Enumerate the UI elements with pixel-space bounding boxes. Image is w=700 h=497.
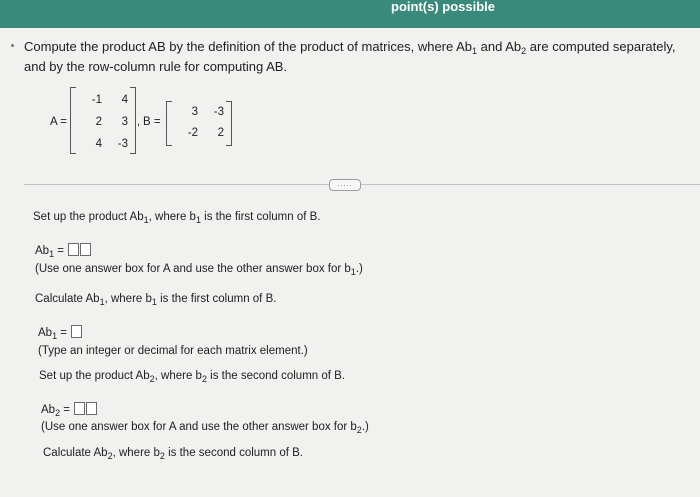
step1-answer-label: $Ab_1$ = (35, 245, 65, 259)
step2-answer-label: $Ab_1$ = (38, 327, 68, 341)
step4-instruction: Calculate $Ab_2$, where $b_2$ is the second column of B. (43, 447, 303, 461)
matrix-a (70, 87, 136, 154)
matrix-b-left-bracket (166, 101, 172, 146)
matrix-a-right-bracket (130, 87, 136, 154)
step1-hint: (Use one answer box for A and use the other answer box for $b_1$.) (35, 263, 363, 277)
matrix-b-cell: -2 (187, 127, 198, 139)
step3-instruction: Set up the product $Ab_2$, where $b_2$ is the second column of B. (39, 370, 346, 384)
matrix-a-left-bracket (70, 87, 76, 154)
matrix-a-cell: 4 (95, 138, 102, 150)
header-bar (0, 0, 700, 28)
matrix-a-cell: 4 (121, 94, 128, 106)
step3-answer-row (41, 402, 97, 416)
matrix-b-label: B = (143, 116, 161, 128)
step2-instruction: Calculate $Ab_1$, where $b_1$ is the first column of B. (35, 293, 277, 307)
matrix-b (166, 101, 232, 146)
step3-matrix-a-answer-box[interactable] (74, 402, 85, 415)
step2-answer-row (38, 325, 82, 339)
points-possible-label: point(s) possible (391, 0, 495, 14)
matrix-separator: , (137, 116, 141, 128)
question-bullet (11, 44, 14, 47)
matrix-b-right-bracket (226, 101, 232, 146)
step1-instruction: Set up the product $Ab_1$, where $b_1$ is the first column of B. (33, 211, 321, 225)
matrix-a-cell: 3 (121, 116, 128, 128)
matrix-a-cell: 2 (95, 116, 102, 128)
step2-answer-box[interactable] (71, 325, 82, 338)
step3-hint: (Use one answer box for A and use the other answer box for $b_2$.) (41, 421, 369, 435)
matrix-a-cell: -1 (91, 94, 102, 106)
question-prompt: Compute the product AB by the definition of the product of matrices, where $Ab_1$ and $Ab_2$ are computed separately, and by the row-column rule for computing AB. (24, 39, 676, 74)
matrix-b-cell: -3 (213, 106, 224, 118)
section-divider (24, 184, 700, 185)
step2-hint: (Type an integer or decimal for each matrix element.) (38, 345, 308, 357)
step3-answer-label: $Ab_2$ = (41, 404, 71, 418)
step1-matrix-a-answer-box[interactable] (68, 243, 79, 256)
matrix-a-label: A = (50, 116, 67, 128)
matrix-a-cell: -3 (117, 138, 128, 150)
step1-answer-row (35, 243, 91, 257)
matrix-b-cell: 3 (191, 106, 198, 118)
step1-b1-answer-box[interactable] (80, 243, 91, 256)
matrix-b-cell: 2 (217, 127, 224, 139)
show-more-button[interactable]: ..... (329, 179, 361, 191)
step3-b2-answer-box[interactable] (86, 402, 97, 415)
